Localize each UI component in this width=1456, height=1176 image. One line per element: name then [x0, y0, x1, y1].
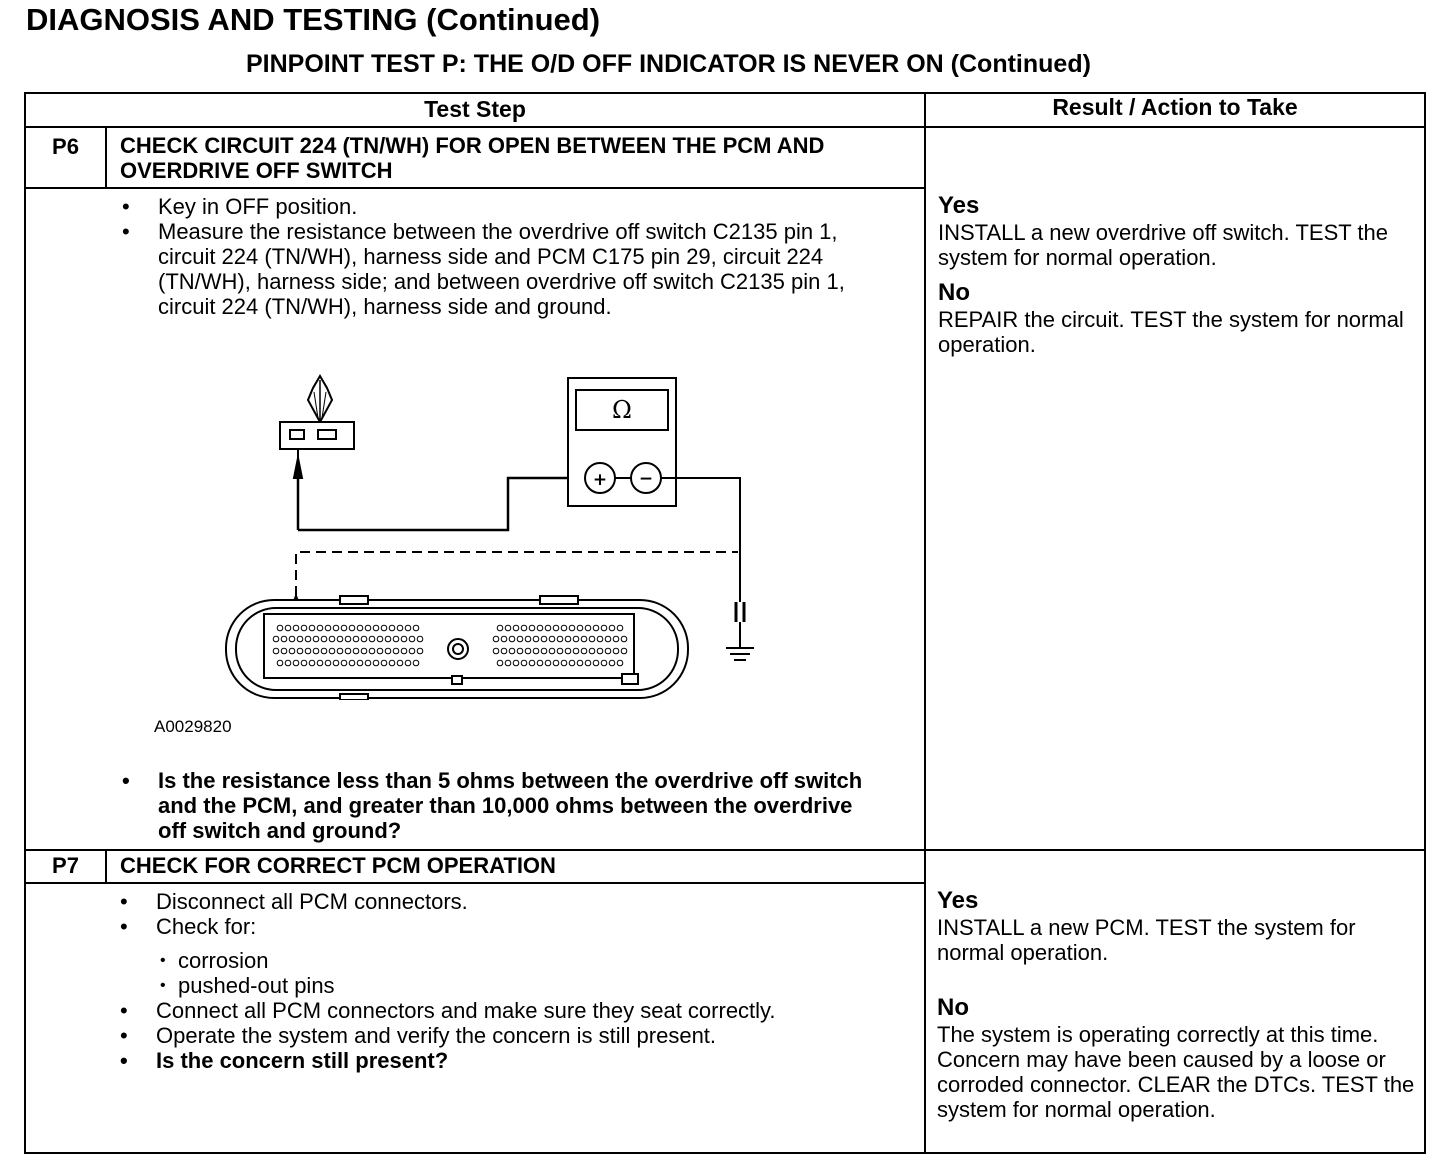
resistance-test-diagram	[210, 370, 770, 700]
p7-no-text: The system is operating correctly at this time. Concern may have been caused by a loose or corroded connector. CLEAR the DTCs. TEST the system for normal operation.	[937, 1022, 1415, 1122]
plus-terminal-label: +	[592, 470, 608, 490]
column-header-result: Result / Action to Take	[1052, 94, 1298, 120]
p6-yes-label: Yes	[938, 192, 980, 219]
pcm-connector-icon	[226, 596, 688, 700]
list-item: • Operate the system and verify the concern is still present.	[120, 1023, 910, 1048]
list-item: • Disconnect all PCM connectors.	[120, 889, 910, 914]
p6-step-id: P6	[52, 134, 79, 159]
list-item: • corrosion	[160, 948, 910, 973]
p7-step-title: CHECK FOR CORRECT PCM OPERATION	[120, 853, 556, 878]
p7-yes-text: INSTALL a new PCM. TEST the system for normal operation.	[937, 915, 1356, 965]
header-row-divider	[24, 126, 1426, 128]
p7-check-list	[160, 948, 910, 998]
column-header-test-step: Test Step	[424, 96, 526, 122]
ground-icon	[726, 648, 754, 660]
list-item: • Check for:	[120, 914, 910, 939]
p6-yes-text: INSTALL a new overdrive off switch. TEST the system for normal operation.	[938, 220, 1388, 270]
list-item: • Connect all PCM connectors and make sure they seat correctly.	[120, 998, 910, 1023]
table-bottom-border	[24, 1152, 1426, 1154]
ohm-symbol: Ω	[612, 396, 632, 424]
list-item: • Measure the resistance between the overdrive off switch C2135 pin 1, circuit 224 (TN/WH), harness side and PCM C175 pin 29, circuit 224 (TN/WH), harness side; and between overdrive off switch C2135 pin 1, circuit 224 (TN/WH), harness side and ground.	[122, 219, 892, 319]
overdrive-switch-icon	[280, 376, 354, 458]
column-divider	[924, 92, 926, 1154]
p6-id-divider	[105, 126, 107, 188]
p6-no-label: No	[938, 279, 970, 306]
list-item: • Key in OFF position.	[122, 194, 892, 219]
p7-result	[937, 887, 1421, 1122]
minus-terminal-label: −	[638, 469, 654, 489]
p7-question: • Is the concern still present?	[120, 1048, 910, 1073]
figure-id: A0029820	[154, 717, 232, 736]
p6-title-divider	[24, 187, 926, 189]
p7-step-id: P7	[52, 853, 79, 878]
list-item: • Is the resistance less than 5 ohms between the overdrive off switch and the PCM, and greater than 10,000 ohms between the overdrive off switch and ground?	[122, 768, 882, 843]
table-left-border	[24, 92, 26, 1154]
p6-question	[122, 768, 882, 843]
p6-p7-divider	[24, 849, 1426, 851]
list-item: • pushed-out pins	[160, 973, 910, 998]
p6-no-text: REPAIR the circuit. TEST the system for normal operation.	[938, 307, 1404, 357]
page-title: DIAGNOSIS AND TESTING (Continued)	[26, 2, 601, 37]
p6-instructions	[122, 194, 892, 319]
p7-title-divider	[24, 882, 926, 884]
p6-result	[938, 192, 1422, 357]
table-right-border	[1424, 92, 1426, 1154]
p6-step-title: CHECK CIRCUIT 224 (TN/WH) FOR OPEN BETWEEN THE PCM AND OVERDRIVE OFF SWITCH	[120, 133, 825, 183]
p7-no-label: No	[937, 994, 969, 1021]
pinpoint-test-title: PINPOINT TEST P: THE O/D OFF INDICATOR IS NEVER ON (Continued)	[246, 50, 1091, 78]
p7-yes-label: Yes	[937, 887, 979, 914]
p7-id-divider	[105, 849, 107, 883]
p7-instructions	[120, 889, 910, 1073]
